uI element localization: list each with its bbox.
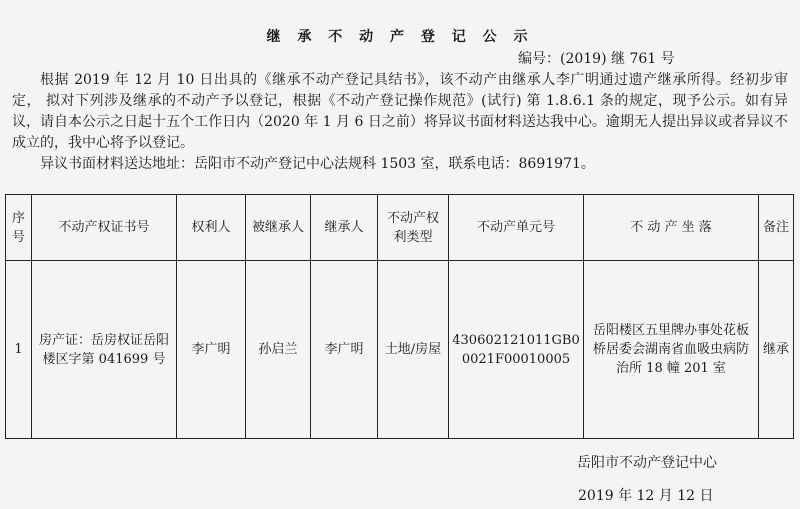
header-right-type: 不动产权利类型 [378,195,449,261]
document-number: 编号：(2019) 继 761 号 [518,51,675,67]
cell-right-type: 土地/房屋 [378,261,449,439]
header-remark: 备注 [759,195,794,261]
table-row [6,261,794,439]
header-heir: 继承人 [311,195,378,261]
header-owner: 权利人 [177,195,246,261]
cell-heir: 李广明 [311,261,378,439]
table-header-row [6,195,794,261]
issue-date: 2019 年 12 月 12 日 [578,488,714,504]
issuing-organization: 岳阳市不动产登记中心 [577,455,717,471]
header-location: 不 动 产 坐 落 [584,195,759,261]
notice-body [12,70,788,175]
document-title: 继 承 不 动 产 登 记 公 示 [266,29,534,45]
header-decedent: 被继承人 [246,195,311,261]
cell-location: 岳阳楼区五里牌办事处花板桥居委会湖南省血吸虫病防治所 18 幢 201 室 [584,261,759,439]
cell-certificate: 房产证：岳房权证岳阳楼区字第 041699 号 [32,261,177,439]
header-index: 序号 [6,195,32,261]
registration-table [5,194,794,439]
cell-decedent: 孙启兰 [246,261,311,439]
cell-index: 1 [6,261,32,439]
notice-paragraph-main: 根据 2019 年 12 月 10 日出具的《继承不动产登记具结书》，该不动产由继承人李广明通过遗产继承所得。经初步审定， 拟对下列涉及继承的不动产予以登记，根据《不动产登记操作规范》(试行) 第 1.8.6.1 条的规定，现予公示。如有异议，请自本公示之日起十五个工作日内（2020 年 1 月 6 日之前）将异议书面材料送达我中心。逾期无人提出异议或者异议不成立的，我中心将予以登记。 [12,72,788,151]
cell-remark: 继承 [759,261,794,439]
header-certificate: 不动产权证书号 [32,195,177,261]
cell-unit-number: 430602121011GB00021F00010005 [449,261,584,439]
cell-owner: 李广明 [177,261,246,439]
notice-paragraph-address: 异议书面材料送达地址：岳阳市不动产登记中心法规科 1503 室，联系电话：8691971。 [40,156,595,172]
header-unit-number: 不动产单元号 [449,195,584,261]
